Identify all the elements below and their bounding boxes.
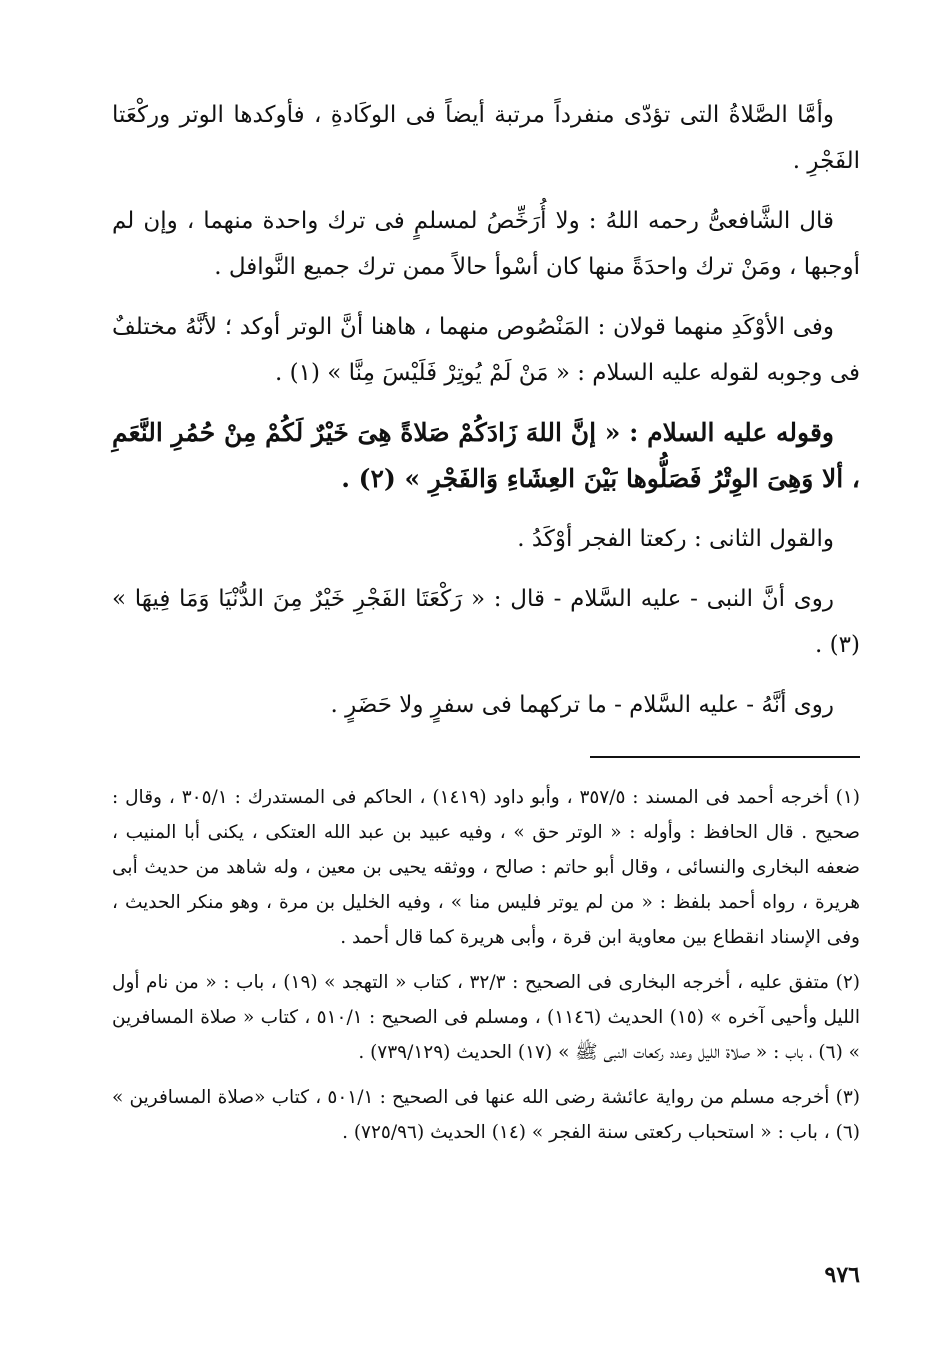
paragraph-shafii-quote: قال الشَّافعىُّ رحمه اللهُ : ولا أُرَخِّصُ لمسلمٍ فى ترك واحدة منهما ، وإن لم أوجبها ، ومَنْ ترك واحدَةً منها كان أسْوأ حالاً ممن ترك جميع النَّوافل .: [112, 208, 860, 280]
footnote-3: (٣) أخرجه مسلم من رواية عائشة رضى الله عنها فى الصحيح : ٥٠١/١ ، كتاب «صلاة المسافرين » (٦) ، باب : « استحباب ركعتى سنة الفجر » (١٤) الحديث (٧٢٥/٩٦) .: [112, 1087, 860, 1143]
paragraph-prayer-ranking: وأمَّا الصَّلاةُ التى تؤدّى منفرداً مرتبة أيضاً فى الوكَادةِ ، فأوكدها الوتر وركْعَتا الفَجْرِ .: [112, 102, 860, 174]
footnote-separator: [590, 756, 860, 758]
footnote-1: (١) أخرجه أحمد فى المسند : ٣٥٧/٥ ، وأبو داود (١٤١٩) ، الحاكم فى المستدرك : ٣٠٥/١ ، وقال : صحيح . قال الحافظ : وأوله : « الوتر حق » ، وفيه عبيد بن عبد الله العتكى ، يكنى أبا المنيب ، ضعفه البخارى والنسائى ، وقال أبو حاتم : صالح ، ووثقه يحيى بن معين ، وله شاهد من حديث أبى هريرة ، رواه أحمد بلفظ : « من لم يوتر فليس منا » ، وفيه الخليل بن مرة ، وهو منكر الحديث ، وفى الإسناد انقطاع بين معاوية ابن قرة ، وأبى هريرة كما قال أحمد .: [112, 787, 860, 948]
main-text: [112, 92, 860, 728]
page-number: ٩٧٦: [824, 1262, 860, 1288]
paragraph-never-left: روى أنَّهُ - عليه السَّلام - ما تركهما فى سفرٍ ولا حَضَرٍ .: [330, 692, 834, 718]
paragraph-first-opinion: وفى الأوْكَدِ منهما قولان : المَنْصُوص منهما ، هاهنا أنَّ الوتر أوكد ؛ لأنَّهُ مختلفٌ فى وجوبه لقوله عليه السلام : « مَنْ لَمْ يُوتِرْ فَلَيْسَ مِنَّا » (١) .: [112, 314, 860, 386]
paragraph-second-opinion: والقول الثانى : ركعتا الفجر أوْكَدُ .: [517, 526, 834, 552]
footnotes: [112, 780, 860, 1150]
paragraph-hadith-witr: وقوله عليه السلام : « إنَّ اللهَ زَادَكُمْ صَلاةً هِىَ خَيْرٌ لَكُمْ مِنْ حُمُرِ النَّعَمِ ، ألا وَهِىَ الوِتْرُ فَصَلُّوها بَيْنَ العِشَاءِ وَالفَجْرِ » (٢) .: [112, 418, 860, 493]
paragraph-hadith-fajr: روى أنَّ النبى - عليه السَّلام - قال : « رَكْعَتَا الفَجْرِ خَيْرٌ مِنَ الدُّنْيَا وَمَا فِيهَا » (٣) .: [112, 586, 860, 658]
footnote-2: (٢) متفق عليه ، أخرجه البخارى فى الصحيح : ٣٢/٣ ، كتاب « التهجد » (١٩) ، باب : « من نام أول الليل وأحيى آخره » (١٥) الحديث (١١٤٦) ، ومسلم فى الصحيح : ٥١٠/١ ، كتاب « صلاة المسافرين » (٦) ، باب : « صلاة الليل وعدد ركعات النبى ﷺ » (١٧) الحديث (٧٣٩/١٢٩) .: [112, 972, 860, 1063]
